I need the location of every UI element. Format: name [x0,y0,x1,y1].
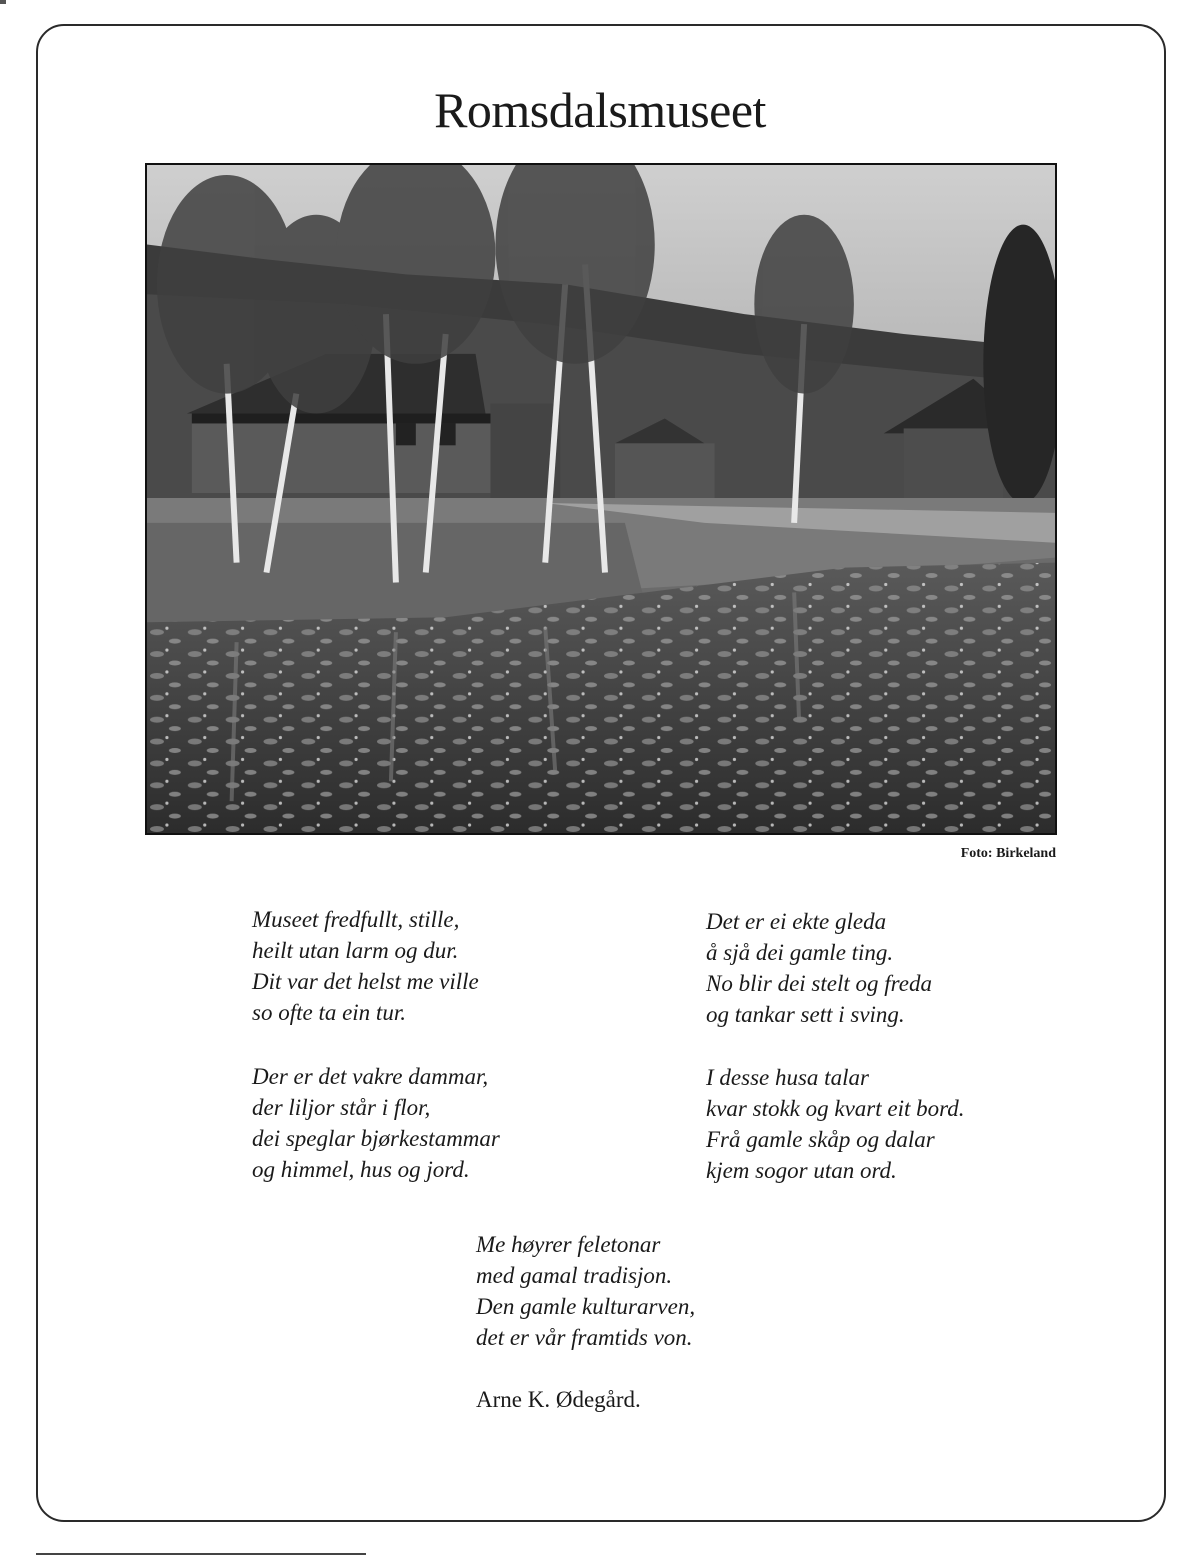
poem-line: kjem sogor utan ord. [706,1158,897,1183]
poem-stanza-2 [252,1061,500,1185]
poem-line: Me høyrer feletonar [476,1232,661,1257]
poem-line: å sjå dei gamle ting. [706,940,894,965]
scan-corner-mark [0,0,6,4]
poem-line: Der er det vakre dammar, [252,1064,489,1089]
poem-line: Dit var det helst me ville [252,969,479,994]
poem-line: No blir dei stelt og freda [706,971,932,996]
poem-line: heilt utan larm og dur. [252,938,459,963]
poem-stanza-3 [706,906,932,1030]
poem-line: og himmel, hus og jord. [252,1157,470,1182]
bottom-rule [36,1553,366,1555]
poem-line: I desse husa talar [706,1065,869,1090]
poem-line: det er vår framtids von. [476,1325,693,1350]
poem-line: Den gamle kulturarven, [476,1294,696,1319]
poem-line: dei speglar bjørkestammar [252,1126,500,1151]
poem-stanza-4 [706,1062,964,1186]
poem-stanza-5 [476,1229,695,1353]
poem-line: Frå gamle skåp og dalar [706,1127,935,1152]
poem-line: der liljor står i flor, [252,1095,431,1120]
poem-line: og tankar sett i sving. [706,1002,905,1027]
museum-photo-illustration [147,165,1055,833]
poem-line: Det er ei ekte gleda [706,909,887,934]
poem-line: Museet fredfullt, stille, [252,907,460,932]
poem-stanza-1 [252,904,479,1028]
poem-line: so ofte ta ein tur. [252,1000,406,1025]
poem-line: kvar stokk og kvart eit bord. [706,1096,965,1121]
page-title: Romsdalsmuseet [434,82,766,138]
poem-author: Arne K. Ødegård. [476,1387,641,1412]
museum-photo [145,163,1057,835]
poem-line: med gamal tradisjon. [476,1263,673,1288]
photo-credit: Foto: Birkeland [960,846,1056,861]
